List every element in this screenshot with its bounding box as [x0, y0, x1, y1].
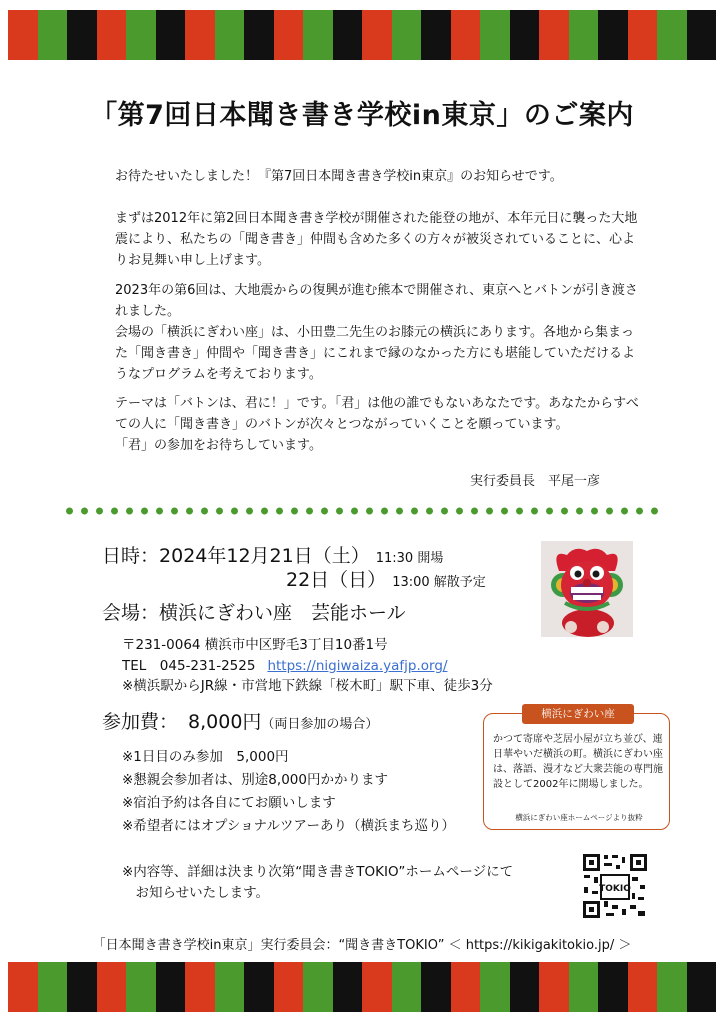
- stripe-segment: [598, 10, 628, 60]
- qr-code-icon: [582, 853, 648, 919]
- venue-access: ※横浜駅からJR線・市営地下鉄線「桜木町」駅下車、徒歩3分: [122, 678, 493, 694]
- stripe-segment: [303, 10, 333, 60]
- stripe-segment: [185, 962, 215, 1012]
- stripe-segment: [274, 962, 304, 1012]
- day1-time: 11:30 開場: [375, 551, 444, 566]
- stripe-segment: [392, 962, 422, 1012]
- intro-paragraph-2: まずは2012年に第2回日本聞き書き学校が開催された能登の地が、本年元日に襲った大地震により、私たちの「聞き書き」仲間も含めた多くの方々が被災されていることに、心よりお見舞い申し上げます。: [115, 211, 638, 268]
- info-box-source: 横浜にぎわい座ホームページより抜粋: [515, 813, 643, 822]
- stripe-segment: [510, 962, 540, 1012]
- stripe-segment: [687, 10, 717, 60]
- info-box-label: 横浜にぎわい座: [522, 704, 634, 724]
- stripe-segment: [539, 10, 569, 60]
- fee-note-item: ※宿泊予約は各自にてお願いします: [122, 795, 336, 811]
- details-note: ※内容等、詳細は決まり次第“聞き書きTOKIO”ホームページにて お知らせいたします。: [122, 864, 514, 901]
- stripe-segment: [97, 962, 127, 1012]
- stripe-segment: [303, 962, 333, 1012]
- fee-line: [102, 707, 378, 734]
- stripe-segment: [510, 10, 540, 60]
- stripe-segment: [362, 10, 392, 60]
- fee-note-item: ※懇親会参加者は、別途8,000円かかります: [122, 772, 388, 788]
- stripe-segment: [598, 962, 628, 1012]
- dotted-divider: [62, 506, 662, 516]
- intro-paragraph-3: 2023年の第6回は、大地震からの復興が進む熊本で開催され、東京へとバトンが引き渡されました。: [115, 283, 638, 319]
- fee-note-item: ※希望者にはオプショナルツアーあり（横浜まち巡り）: [122, 818, 456, 834]
- stripe-segment: [687, 962, 717, 1012]
- fee-notes-list: [122, 746, 455, 838]
- page-title: 「第7回日本聞き書き学校in東京」のご案内: [90, 100, 634, 131]
- day2-time: 13:00 解散予定: [392, 575, 486, 590]
- stripe-segment: [244, 962, 274, 1012]
- stripe-segment: [333, 962, 363, 1012]
- stripe-segment: [451, 962, 481, 1012]
- date-line-day1: [102, 541, 443, 568]
- shishi-mascot-photo: [541, 541, 633, 637]
- day2-date: 22日（日）: [286, 569, 387, 591]
- stripe-segment: [451, 10, 481, 60]
- stripe-segment: [156, 962, 186, 1012]
- stripe-segment: [333, 10, 363, 60]
- stripe-segment: [274, 10, 304, 60]
- fee-note: （両日参加の場合）: [261, 717, 379, 732]
- fee-label: 参加費：: [102, 711, 179, 733]
- stripe-segment: [628, 10, 658, 60]
- stripe-segment: [8, 962, 38, 1012]
- intro-paragraph-1: お待たせいたしました！『第7回日本聞き書き学校in東京』のお知らせです。: [115, 169, 563, 184]
- bottom-color-stripe: [8, 962, 716, 1012]
- day1-date: 2024年12月21日（土）: [159, 545, 370, 567]
- stripe-segment: [657, 10, 687, 60]
- venue-title: 会場：横浜にぎわい座 芸能ホール: [102, 602, 406, 624]
- top-color-stripe: [8, 10, 716, 60]
- stripe-segment: [628, 962, 658, 1012]
- stripe-segment: [126, 962, 156, 1012]
- stripe-segment: [215, 962, 245, 1012]
- stripe-segment: [185, 10, 215, 60]
- info-box-body: かつて寄席や芝居小屋が立ち並び、連日華やいだ横浜の町。横浜にぎわい座は、落語、漫才など大衆芸能の専門施設として2002年に開場しました。: [493, 734, 663, 790]
- stripe-segment: [480, 10, 510, 60]
- stripe-segment: [244, 10, 274, 60]
- stripe-segment: [156, 10, 186, 60]
- intro-paragraph-4: 会場の「横浜にぎわい座」は、小田豊二先生のお膝元の横浜にあります。各地から集まった「聞き書き」仲間や「聞き書き」にこれまで縁のなかった方にも堪能していただけるようなプログラムを考えております。: [115, 325, 636, 382]
- venue-info-box: [483, 708, 670, 830]
- fee-amount: 8,000円: [188, 711, 262, 733]
- stripe-segment: [67, 10, 97, 60]
- stripe-segment: [126, 10, 156, 60]
- stripe-segment: [362, 962, 392, 1012]
- stripe-segment: [421, 962, 451, 1012]
- venue-website-link[interactable]: https://nigiwaiza.yafjp.org/: [267, 658, 448, 674]
- fee-note-item: ※1日目のみ参加 5,000円: [122, 749, 289, 765]
- stripe-segment: [97, 10, 127, 60]
- stripe-segment: [392, 10, 422, 60]
- stripe-segment: [480, 962, 510, 1012]
- footer-text: 「日本聞き書き学校in東京」実行委員会：“聞き書きTOKIO” ＜ https://kikigakitokio.jp/ ＞: [92, 938, 632, 953]
- stripe-segment: [215, 10, 245, 60]
- intro-paragraph-5: テーマは「バトンは、君に！」です。「君」は他の誰でもないあなたです。あなたからすべての人に「聞き書き」のバトンが次々とつながっていくことを願っています。 「君」の参加をお待ちしています。: [115, 396, 639, 453]
- signature: 実行委員長 平尾一彦: [470, 474, 601, 489]
- stripe-segment: [67, 962, 97, 1012]
- date-label: 日時：: [102, 545, 160, 567]
- venue-address: 〒231-0064 横浜市中区野毛3丁目10番1号: [122, 637, 388, 653]
- venue-contact: [122, 654, 448, 674]
- qr-label: TOKIO: [599, 884, 631, 894]
- stripe-segment: [421, 10, 451, 60]
- stripe-segment: [569, 10, 599, 60]
- date-line-day2: [286, 565, 486, 592]
- stripe-segment: [657, 962, 687, 1012]
- stripe-segment: [38, 962, 68, 1012]
- stripe-segment: [38, 10, 68, 60]
- stripe-segment: [539, 962, 569, 1012]
- venue-tel: TEL 045-231-2525: [122, 658, 256, 674]
- stripe-segment: [8, 10, 38, 60]
- stripe-segment: [569, 962, 599, 1012]
- shishi-mascot-icon: [541, 541, 633, 637]
